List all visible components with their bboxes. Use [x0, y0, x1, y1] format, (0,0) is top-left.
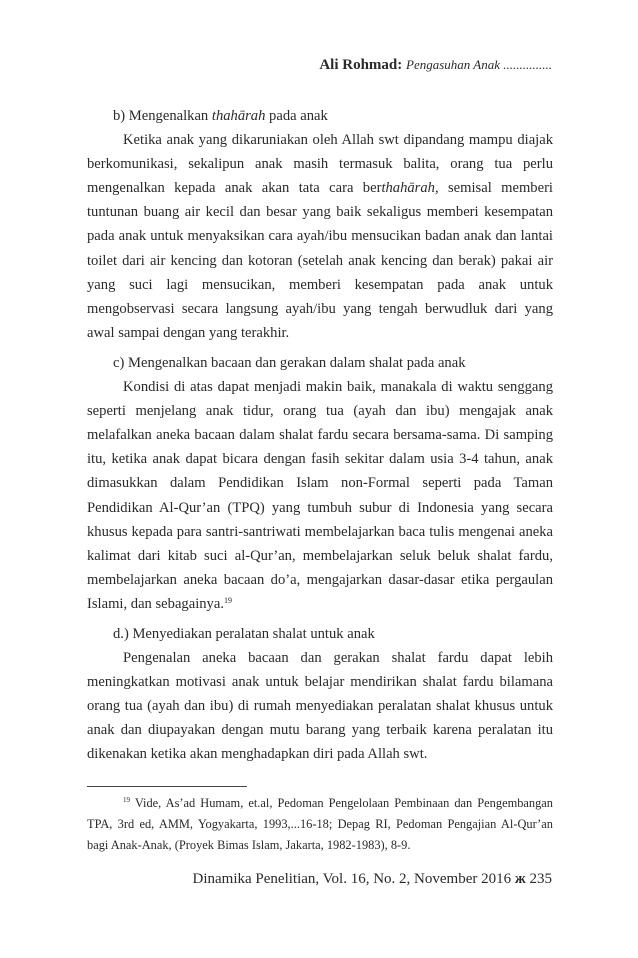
section-b-text-italic: thahārah	[381, 180, 435, 197]
section-c-paragraph	[87, 375, 553, 616]
section-b-heading-suffix: pada anak	[265, 108, 328, 124]
section-c-heading: c) Mengenalkan bacaan dan gerakan dalam shalat pada anak	[113, 354, 466, 371]
footer-page-number: 235	[525, 871, 552, 887]
section-b-paragraph	[87, 128, 553, 345]
section-c-text: Kondisi di atas dapat menjadi makin baik, manakala di waktu senggang seperti menjelang anak tidur, orang tua (ayah dan ibu) mengajak anak melafalkan aneka bacaan dalam shalat fardu secara bersama-sama. Di samping itu, ketika anak dapat bicara dengan fasih sekitar dalam usia 3-4 tahun, anak dimasukkan dalam Pendidikan Islam non-Formal seperti pada Taman Pendidikan Al-Qur’an (TPQ) yang tumbuh subur di Indonesia yang secara khusus kepada para santri-santriwati membelajarkan baca tulis mengenai aneka kalimat dari kitab suci al-Qur’an, membelajarkan seluk beluk shalat fardu, membelajarkan aneka bacaan do’a, mengajarkan dasar-dasar etika pergaulan Islami, dan sebagainya.	[87, 379, 553, 612]
header-title: Pengasuhan Anak ...............	[406, 57, 552, 72]
page-body	[87, 104, 553, 767]
footnote-number: 19	[123, 796, 130, 804]
footnote-reference[interactable]: 19	[223, 595, 232, 605]
running-header	[319, 57, 552, 74]
footnote	[87, 793, 553, 856]
section-b-heading-prefix: b) Mengenalkan	[113, 108, 212, 124]
section-b-heading	[87, 104, 553, 128]
section-b-text-1: Ketika anak yang dikaruniakan oleh Allah swt dipandang mampu diajak berkomunikasi, sekalipun anak masih termasuk balita, orang tua perlu mengenalkan kepada anak akan tata cara ber	[87, 132, 553, 197]
footnote-text: Vide, As’ad Humam, et.al, Pedoman Pengelolaan Pembinaan dan Pengembangan TPA, 3rd ed, AMM, Yogyakarta, 1993,...16-18; Depag RI, Pedoman Pengajian Al-Qur’an bagi Anak-Anak, (Proyek Bimas Islam, Jakarta, 1982-1983), 8-9.	[87, 796, 553, 852]
header-author: Ali Rohmad	[319, 57, 398, 73]
section-d-heading: d.) Menyediakan peralatan shalat untuk anak	[113, 625, 375, 642]
footnote-divider	[87, 786, 247, 787]
section-b-text-2: , semisal memberi tuntunan buang air kecil dan besar yang baik sekaligus memberi kesempatan pada anak untuk menyaksikan cara ayah/ibu mensucikan badan anak dan lantai toilet dari air kencing dan kotoran (setelah anak kencing dan berak) pakai air yang suci lagi mensucikan, memberi kesempatan pada anak untuk mengobservasi secara langsung ayah/ibu yang tengah berwudluk dari yang awal sampai dengan yang terakhir.	[87, 180, 553, 341]
footer-details: , Vol. 16, No. 2, November 2016	[315, 871, 515, 887]
footer-symbol: ж	[514, 871, 526, 887]
footer-journal: Dinamika Penelitian	[192, 871, 316, 887]
section-d-paragraph: Pengenalan aneka bacaan dan gerakan shalat fardu dapat lebih meningkatkan motivasi anak untuk belajar mendirikan shalat fardu bilamana orang tua (ayah dan ibu) di rumah menyediakan peralatan shalat khusus untuk anak dan diupayakan dengan mutu barang yang terbaik karena peralatan itu dikenakan ketika akan menghadapkan diri pada Allah swt.	[87, 650, 553, 763]
page-footer	[193, 871, 552, 888]
section-b-heading-italic: thahārah	[211, 108, 266, 124]
header-separator: :	[397, 57, 403, 73]
